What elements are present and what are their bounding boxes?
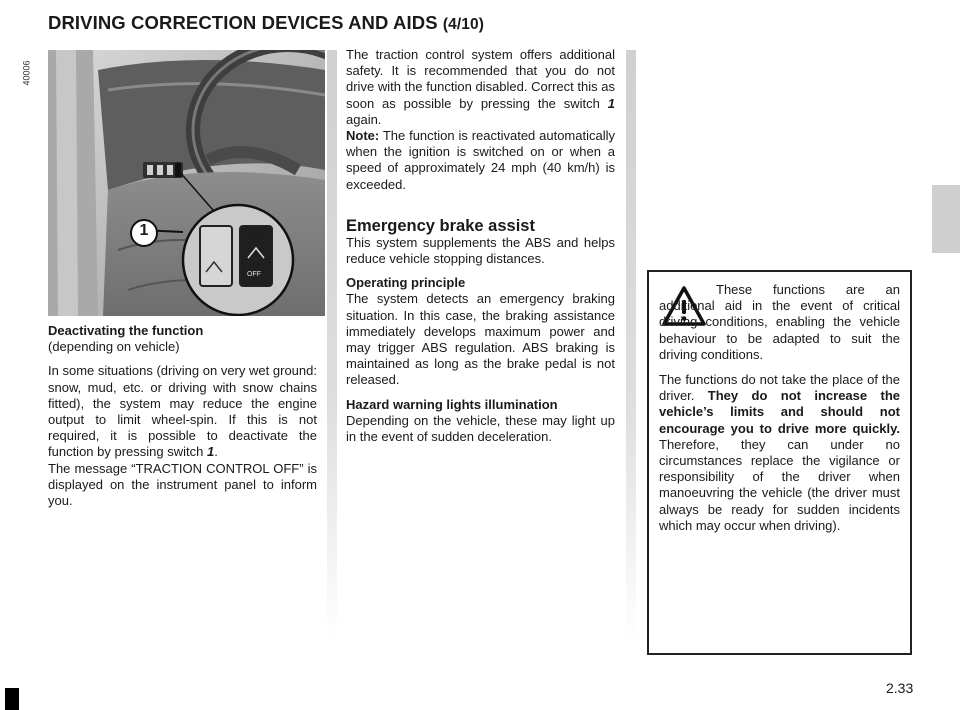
deactivating-heading: Deactivating the function <box>48 323 204 338</box>
page-part-indicator: (4/10) <box>442 16 484 33</box>
message-paragraph: The message “TRACTION CONTROL OFF” is displayed on the instrument panel to inform you. <box>48 460 317 509</box>
deactivating-text-a: In some situations (driving on very wet ground: snow, mud, etc. or driving with snow chains fitted), the system may reduce the engine output to limit wheel-spin. If this is not required, it is possible to deactivate the function by pressing switch <box>48 363 317 460</box>
warning-box <box>647 270 912 655</box>
svg-text:OFF: OFF <box>247 271 261 278</box>
ebs-heading: Emergency brake assist <box>346 216 535 235</box>
middle-column <box>346 47 615 445</box>
left-column <box>48 323 317 509</box>
image-reference-code <box>21 52 44 96</box>
traction-paragraph <box>346 47 615 128</box>
warning-text-a: The functions do not take the place of the driver. <box>659 372 900 404</box>
switch-reference: 1 <box>206 444 215 460</box>
note-text: The function is reactivated automatically when the ignition is switched on or when a speed of approximately 24 mph (40 km/h) is exceeded. <box>346 128 615 192</box>
chapter-tab <box>932 185 960 253</box>
traction-text-a: The traction control system offers additional safety. It is recommended that you do not drive with the function disabled. Correct this as soon as possible by pressing the switch <box>346 47 615 111</box>
deactivating-text-b: . <box>214 444 218 460</box>
warning-paragraph-2 <box>659 372 900 534</box>
page-title-text: DRIVING CORRECTION DEVICES AND AIDS <box>48 12 438 33</box>
page-number: 2.33 <box>886 680 914 696</box>
hazard-text: Depending on the vehicle, these may light up in the event of sudden deceleration. <box>346 412 615 445</box>
note-paragraph <box>346 128 615 193</box>
warning-text-b: Therefore, they can under no circumstances replace the vigilance or responsibility of the driver when manoeuvring the vehicle (the driver must always be ready for sudden incidents which may occur when driving). <box>659 436 900 533</box>
left-column-sidebar <box>327 50 337 640</box>
hazard-heading: Hazard warning lights illumination <box>346 396 558 412</box>
page-edge-marker <box>5 688 19 710</box>
dashboard-drawing <box>48 50 325 316</box>
page-title <box>48 12 484 34</box>
traction-text-b: again. <box>346 111 382 127</box>
dashboard-illustration <box>48 50 325 316</box>
right-column-sidebar <box>626 50 636 640</box>
deactivating-subheading: (depending on vehicle) <box>48 339 180 355</box>
image-reference-text: 40006 <box>21 60 32 86</box>
ebs-intro: This system supplements the ABS and helps reduce vehicle stopping distances. <box>346 234 615 267</box>
note-label: Note: <box>346 128 380 144</box>
warning-paragraph-1: These functions are an additional aid in the event of critical driving conditions, enabling the vehicle behaviour to be adapted to suit the driving conditions. <box>659 282 900 362</box>
callout-label: 1 <box>139 222 149 239</box>
switch-reference-2: 1 <box>607 95 615 111</box>
principle-heading: Operating principle <box>346 275 466 291</box>
warning-text-bold: They do not increase the vehicle’s limits and should not encourage you to drive more quickly. <box>659 388 900 436</box>
principle-text: The system detects an emergency braking situation. In this case, the braking assistance immediately develops maximum power and may trigger ABS regulation. ABS braking is maintained as long as the brake pedal is not released. <box>346 291 615 388</box>
deactivating-paragraph <box>48 363 317 460</box>
